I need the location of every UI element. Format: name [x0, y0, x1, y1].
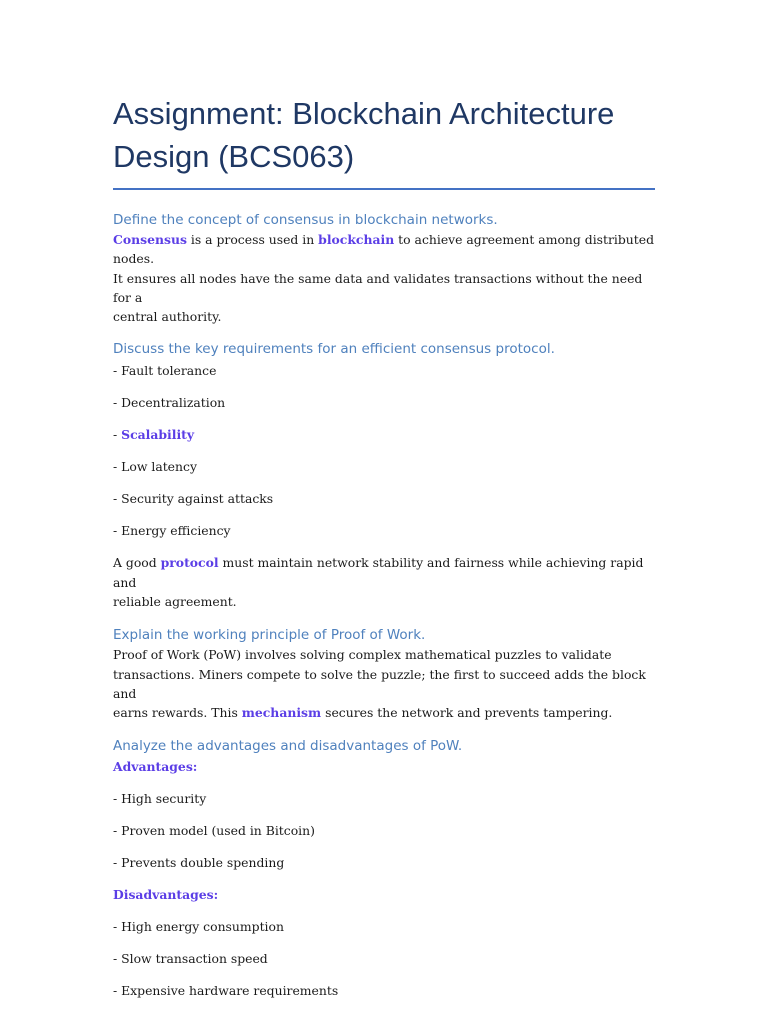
title-divider — [113, 188, 655, 190]
list-item: - Decentralization — [113, 395, 226, 411]
section-4-heading: Analyze the advantages and disadvantages of PoW. — [113, 737, 463, 754]
title-line-2: Design (BCS063) — [113, 139, 355, 174]
page-title — [113, 92, 655, 178]
list-item: - Energy efficiency — [113, 523, 231, 539]
keyword-blockchain: blockchain — [318, 232, 395, 247]
text-run: secures the network and prevents tampering. — [321, 705, 613, 721]
list-item: - Low latency — [113, 459, 197, 475]
section-2-heading: Discuss the key requirements for an efficient consensus protocol. — [113, 341, 555, 358]
keyword-scalability: Scalability — [121, 427, 195, 443]
section-3-heading: Explain the working principle of Proof of Work. — [113, 627, 426, 644]
section-3-paragraph — [113, 645, 655, 722]
keyword-protocol: protocol — [160, 555, 219, 571]
text-run: transactions. Miners compete to solve the puzzle; the first to succeed adds the block and — [113, 666, 646, 701]
list-item: - High security — [113, 790, 207, 806]
list-item: - High energy consumption — [113, 918, 284, 934]
keyword-mechanism: mechanism — [241, 705, 322, 721]
section-2-paragraph — [113, 553, 655, 611]
list-item: - Expensive hardware requirements — [113, 982, 339, 998]
text-run: is a process used in — [186, 232, 319, 247]
text-run: A good — [113, 555, 161, 571]
list-item — [113, 425, 655, 444]
text-run: Proof of Work (PoW) involves solving complex mathematical puzzles to validate — [113, 647, 612, 663]
text-run: must maintain network stability and fairness while achieving rapid and — [113, 555, 644, 590]
document-page — [113, 92, 655, 1000]
list-item: - Fault tolerance — [113, 363, 217, 379]
text-run: central authority. — [113, 309, 222, 325]
title-line-1: Assignment: Blockchain Architecture — [113, 96, 615, 131]
text-run: earns rewards. This — [113, 705, 242, 721]
section-1-paragraph — [113, 230, 655, 326]
list-item: - Slow transaction speed — [113, 950, 268, 966]
advantages-label: Advantages: — [113, 758, 198, 774]
keyword-consensus: Consensus — [113, 232, 187, 247]
disadvantages-label: Disadvantages: — [113, 886, 219, 902]
list-item: - Proven model (used in Bitcoin) — [113, 822, 315, 838]
list-item: - Prevents double spending — [113, 854, 285, 870]
list-dash: - — [113, 427, 122, 443]
text-run: It ensures all nodes have the same data and validates transactions without the need for a — [113, 270, 643, 305]
section-1-heading: Define the concept of consensus in blockchain networks. — [113, 212, 498, 228]
text-run: reliable agreement. — [113, 594, 237, 610]
list-item: - Security against attacks — [113, 491, 274, 507]
text-run: to achieve agreement among distributed nodes. — [113, 232, 655, 267]
